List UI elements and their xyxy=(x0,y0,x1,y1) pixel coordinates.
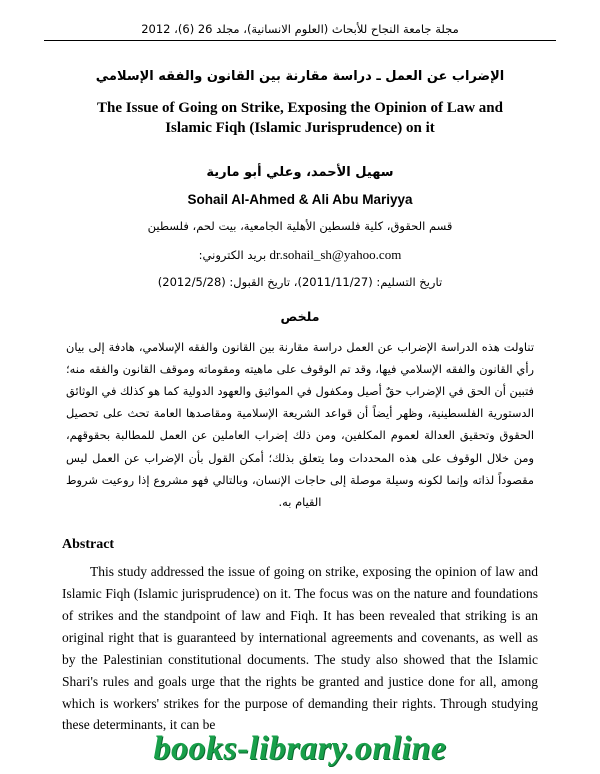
contact-email[interactable]: dr.sohail_sh@yahoo.com xyxy=(269,246,402,262)
abstract-body-arabic: تناولت هذه الدراسة الإضراب عن العمل دراسة مقارنة بين القانون والفقه الإسلامي، هادفة إلى بيان رأي القانون والفقه الإسلامي فيها، وقد تم الوقوف على ماهيته ومقوماته وموقف القانون والفقه منه؛ فتبين أن الحق في الإضراب حقٌ أصيل ومكفول في المواثيق والعهود الدولية كما هو كذلك في الوثائق الدستورية الفلسطينية، وظهر أيضاً أن قواعد الشريعة الإسلامية ومقاصدها العامة تحث على تحصيل الحقوق وتحقيق العدالة لعموم المكلفين، ومن ذلك إضراب العاملين عن العمل للمطالبة بحقوقهم، ومن خلال الوقوف على هذه المحددات وما يتعلق بذلك؛ أمكن القول بأن الإضراب عن العمل ليس مقصوداً لذاته وإنما لكونه وسيلة موصلة إلى حاجات الإنسان، وبالتالي فهو مشروع إذا روعيت شروط القيام به. xyxy=(66,339,534,510)
article-title-english: The Issue of Going on Strike, Exposing the Opinion of Law and Islamic Fiqh (Islamic Jurisprudence) on it xyxy=(97,100,503,137)
article-title-arabic: الإضراب عن العمل ـ دراسة مقارنة بين القانون والفقه الإسلامي xyxy=(95,69,505,84)
authors-arabic: سهيل الأحمد، وعلي أبو مارية xyxy=(206,164,394,180)
contact-email-label: بريد الكتروني: xyxy=(198,247,267,262)
site-watermark: books-library.online xyxy=(153,730,447,767)
submission-acceptance-dates: تاريخ التسليم: (2011/11/27)، تاريخ القبول: (2012/5/28) xyxy=(157,274,443,289)
journal-header: مجلة جامعة النجاح للأبحاث (العلوم الانسانية)، مجلد 26 (6)، 2012 xyxy=(141,22,459,36)
abstract-heading-arabic: ملخص xyxy=(280,308,320,324)
author-affiliation: قسم الحقوق، كلية فلسطين الأهلية الجامعية، بيت لحم، فلسطين xyxy=(147,218,453,233)
contact-email-line xyxy=(44,247,556,263)
abstract-body-english: This study addressed the issue of going on strike, exposing the opinion of law and Islamic Fiqh (Islamic jurisprudence) on it. The focus was on the nature and foundations of strikes and the standpoint of law and Fiqh. It has been revealed that striking is an original right that is guaranteed by international agreements and covenants, as well as by the Palestinian constitutional documents. The study also showed that the Islamic Shari's rules and goals urge that the rights be granted and justice done for all, among which is workers' strikes for the purpose of demanding their rights. Through studying these determinants, it can be xyxy=(62,564,538,733)
header-divider xyxy=(44,40,556,41)
authors-english: Sohail Al-Ahmed & Ali Abu Mariyya xyxy=(187,191,413,207)
abstract-heading-english: Abstract xyxy=(62,537,115,553)
